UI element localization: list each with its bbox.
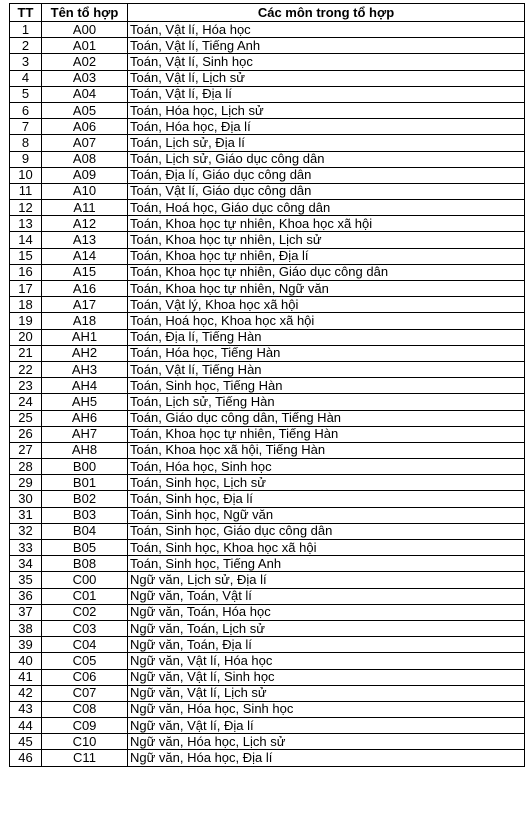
subjects-cell: Ngữ văn, Vật lí, Sinh học [128, 669, 525, 685]
subjects-cell: Ngữ văn, Vật lí, Địa lí [128, 718, 525, 734]
row-number-cell: 35 [10, 572, 42, 588]
table-row [10, 216, 525, 232]
row-number-cell: 26 [10, 426, 42, 442]
combination-code-cell: AH3 [42, 361, 128, 377]
combination-code-cell: B01 [42, 475, 128, 491]
table-row [10, 313, 525, 329]
row-number-cell: 9 [10, 151, 42, 167]
table-row [10, 264, 525, 280]
row-number-cell: 5 [10, 86, 42, 102]
subjects-cell: Toán, Khoa học tự nhiên, Giáo dục công dân [128, 264, 525, 280]
row-number-cell: 2 [10, 38, 42, 54]
subjects-cell: Toán, Sinh học, Lịch sử [128, 475, 525, 491]
table-row [10, 507, 525, 523]
row-number-cell: 23 [10, 378, 42, 394]
subjects-cell: Toán, Lịch sử, Giáo dục công dân [128, 151, 525, 167]
combination-code-cell: AH6 [42, 410, 128, 426]
table-row [10, 119, 525, 135]
combination-code-cell: C04 [42, 637, 128, 653]
subjects-cell: Toán, Hoá học, Giáo dục công dân [128, 200, 525, 216]
row-number-cell: 32 [10, 523, 42, 539]
combination-code-cell: A17 [42, 297, 128, 313]
row-number-cell: 22 [10, 361, 42, 377]
subjects-cell: Toán, Vật lý, Khoa học xã hội [128, 297, 525, 313]
combination-code-cell: A16 [42, 281, 128, 297]
table-row [10, 86, 525, 102]
combination-code-cell: AH8 [42, 442, 128, 458]
subjects-cell: Toán, Khoa học tự nhiên, Khoa học xã hội [128, 216, 525, 232]
subjects-cell: Ngữ văn, Vật lí, Hóa học [128, 653, 525, 669]
combination-code-cell: A10 [42, 183, 128, 199]
combination-code-cell: AH7 [42, 426, 128, 442]
combination-code-cell: C03 [42, 620, 128, 636]
combination-code-cell: A03 [42, 70, 128, 86]
combination-code-cell: B04 [42, 523, 128, 539]
subjects-cell: Toán, Vật lí, Tiếng Hàn [128, 361, 525, 377]
subject-combination-table [9, 3, 525, 767]
row-number-cell: 24 [10, 394, 42, 410]
row-number-cell: 42 [10, 685, 42, 701]
combination-code-cell: B02 [42, 491, 128, 507]
row-number-cell: 4 [10, 70, 42, 86]
subjects-cell: Toán, Sinh học, Tiếng Hàn [128, 378, 525, 394]
combination-code-cell: A06 [42, 119, 128, 135]
table-row [10, 685, 525, 701]
row-number-cell: 12 [10, 200, 42, 216]
row-number-cell: 11 [10, 183, 42, 199]
subjects-cell: Ngữ văn, Toán, Vật lí [128, 588, 525, 604]
row-number-cell: 27 [10, 442, 42, 458]
table-row [10, 167, 525, 183]
combination-code-cell: C06 [42, 669, 128, 685]
header-subjects: Các môn trong tổ hợp [128, 4, 525, 22]
combination-code-cell: AH5 [42, 394, 128, 410]
subjects-cell: Ngữ văn, Toán, Lịch sử [128, 620, 525, 636]
row-number-cell: 33 [10, 540, 42, 556]
subjects-cell: Toán, Vật lí, Hóa học [128, 22, 525, 38]
combination-code-cell: AH4 [42, 378, 128, 394]
combination-code-cell: A13 [42, 232, 128, 248]
combination-code-cell: C01 [42, 588, 128, 604]
table-row [10, 102, 525, 118]
table-row [10, 426, 525, 442]
combination-code-cell: A11 [42, 200, 128, 216]
subjects-cell: Toán, Hóa học, Lịch sử [128, 102, 525, 118]
table-row [10, 491, 525, 507]
table-row [10, 604, 525, 620]
subjects-cell: Toán, Khoa học tự nhiên, Ngữ văn [128, 281, 525, 297]
subjects-cell: Toán, Hóa học, Địa lí [128, 119, 525, 135]
combination-code-cell: A05 [42, 102, 128, 118]
combination-code-cell: B03 [42, 507, 128, 523]
row-number-cell: 7 [10, 119, 42, 135]
subjects-cell: Toán, Địa lí, Tiếng Hàn [128, 329, 525, 345]
subjects-cell: Toán, Khoa học tự nhiên, Địa lí [128, 248, 525, 264]
table-row [10, 523, 525, 539]
row-number-cell: 37 [10, 604, 42, 620]
row-number-cell: 19 [10, 313, 42, 329]
combination-code-cell: AH1 [42, 329, 128, 345]
combination-code-cell: C09 [42, 718, 128, 734]
subjects-cell: Toán, Hóa học, Sinh học [128, 459, 525, 475]
combination-code-cell: A08 [42, 151, 128, 167]
table-row [10, 442, 525, 458]
combination-code-cell: AH2 [42, 345, 128, 361]
table-row [10, 701, 525, 717]
table-row [10, 281, 525, 297]
combination-code-cell: A07 [42, 135, 128, 151]
row-number-cell: 34 [10, 556, 42, 572]
table-row [10, 38, 525, 54]
subjects-cell: Toán, Giáo dục công dân, Tiếng Hàn [128, 410, 525, 426]
row-number-cell: 45 [10, 734, 42, 750]
combination-code-cell: A14 [42, 248, 128, 264]
combination-code-cell: A04 [42, 86, 128, 102]
subjects-cell: Toán, Sinh học, Giáo dục công dân [128, 523, 525, 539]
table-row [10, 556, 525, 572]
combination-code-cell: B08 [42, 556, 128, 572]
table-header-row [10, 4, 525, 22]
subjects-cell: Toán, Khoa học tự nhiên, Lịch sử [128, 232, 525, 248]
subjects-cell: Ngữ văn, Lịch sử, Địa lí [128, 572, 525, 588]
subjects-cell: Toán, Vật lí, Sinh học [128, 54, 525, 70]
subjects-cell: Toán, Khoa học tự nhiên, Tiếng Hàn [128, 426, 525, 442]
table-row [10, 329, 525, 345]
row-number-cell: 21 [10, 345, 42, 361]
subjects-cell: Toán, Sinh học, Địa lí [128, 491, 525, 507]
table-row [10, 750, 525, 766]
table-row [10, 297, 525, 313]
row-number-cell: 41 [10, 669, 42, 685]
table-row [10, 459, 525, 475]
table-row [10, 151, 525, 167]
combination-code-cell: C07 [42, 685, 128, 701]
subject-combination-sheet [9, 3, 525, 767]
table-body [10, 22, 525, 767]
subjects-cell: Toán, Lịch sử, Địa lí [128, 135, 525, 151]
subjects-cell: Ngữ văn, Toán, Địa lí [128, 637, 525, 653]
row-number-cell: 3 [10, 54, 42, 70]
table-row [10, 475, 525, 491]
row-number-cell: 31 [10, 507, 42, 523]
row-number-cell: 15 [10, 248, 42, 264]
table-row [10, 588, 525, 604]
subjects-cell: Toán, Sinh học, Tiếng Anh [128, 556, 525, 572]
table-row [10, 394, 525, 410]
row-number-cell: 13 [10, 216, 42, 232]
row-number-cell: 43 [10, 701, 42, 717]
subjects-cell: Ngữ văn, Hóa học, Sinh học [128, 701, 525, 717]
combination-code-cell: C10 [42, 734, 128, 750]
row-number-cell: 1 [10, 22, 42, 38]
row-number-cell: 44 [10, 718, 42, 734]
combination-code-cell: B05 [42, 540, 128, 556]
table-row [10, 637, 525, 653]
table-row [10, 248, 525, 264]
combination-code-cell: A02 [42, 54, 128, 70]
combination-code-cell: A01 [42, 38, 128, 54]
subjects-cell: Ngữ văn, Hóa học, Địa lí [128, 750, 525, 766]
row-number-cell: 16 [10, 264, 42, 280]
subjects-cell: Toán, Hoá học, Khoa học xã hội [128, 313, 525, 329]
row-number-cell: 8 [10, 135, 42, 151]
header-combination-name: Tên tổ hợp [42, 4, 128, 22]
combination-code-cell: B00 [42, 459, 128, 475]
subjects-cell: Toán, Vật lí, Tiếng Anh [128, 38, 525, 54]
row-number-cell: 6 [10, 102, 42, 118]
row-number-cell: 14 [10, 232, 42, 248]
combination-code-cell: C08 [42, 701, 128, 717]
subjects-cell: Toán, Sinh học, Khoa học xã hội [128, 540, 525, 556]
table-row [10, 653, 525, 669]
row-number-cell: 36 [10, 588, 42, 604]
row-number-cell: 25 [10, 410, 42, 426]
subjects-cell: Ngữ văn, Hóa học, Lịch sử [128, 734, 525, 750]
table-row [10, 540, 525, 556]
combination-code-cell: C05 [42, 653, 128, 669]
subjects-cell: Toán, Vật lí, Địa lí [128, 86, 525, 102]
table-row [10, 410, 525, 426]
table-row [10, 200, 525, 216]
combination-code-cell: C00 [42, 572, 128, 588]
subjects-cell: Toán, Khoa học xã hội, Tiếng Hàn [128, 442, 525, 458]
table-row [10, 54, 525, 70]
table-row [10, 361, 525, 377]
combination-code-cell: C02 [42, 604, 128, 620]
table-row [10, 572, 525, 588]
combination-code-cell: A09 [42, 167, 128, 183]
row-number-cell: 30 [10, 491, 42, 507]
subjects-cell: Toán, Sinh học, Ngữ văn [128, 507, 525, 523]
subjects-cell: Ngữ văn, Toán, Hóa học [128, 604, 525, 620]
combination-code-cell: A15 [42, 264, 128, 280]
table-row [10, 22, 525, 38]
subjects-cell: Ngữ văn, Vật lí, Lịch sử [128, 685, 525, 701]
table-row [10, 345, 525, 361]
subjects-cell: Toán, Lịch sử, Tiếng Hàn [128, 394, 525, 410]
row-number-cell: 29 [10, 475, 42, 491]
table-row [10, 183, 525, 199]
row-number-cell: 28 [10, 459, 42, 475]
combination-code-cell: C11 [42, 750, 128, 766]
table-row [10, 669, 525, 685]
table-row [10, 378, 525, 394]
table-row [10, 135, 525, 151]
header-tt: TT [10, 4, 42, 22]
subjects-cell: Toán, Hóa học, Tiếng Hàn [128, 345, 525, 361]
row-number-cell: 10 [10, 167, 42, 183]
table-row [10, 70, 525, 86]
row-number-cell: 17 [10, 281, 42, 297]
row-number-cell: 46 [10, 750, 42, 766]
row-number-cell: 38 [10, 620, 42, 636]
table-row [10, 620, 525, 636]
subjects-cell: Toán, Vật lí, Lịch sử [128, 70, 525, 86]
subjects-cell: Toán, Địa lí, Giáo dục công dân [128, 167, 525, 183]
table-row [10, 734, 525, 750]
table-row [10, 232, 525, 248]
row-number-cell: 39 [10, 637, 42, 653]
combination-code-cell: A18 [42, 313, 128, 329]
row-number-cell: 40 [10, 653, 42, 669]
combination-code-cell: A12 [42, 216, 128, 232]
subjects-cell: Toán, Vật lí, Giáo dục công dân [128, 183, 525, 199]
table-row [10, 718, 525, 734]
row-number-cell: 20 [10, 329, 42, 345]
combination-code-cell: A00 [42, 22, 128, 38]
row-number-cell: 18 [10, 297, 42, 313]
